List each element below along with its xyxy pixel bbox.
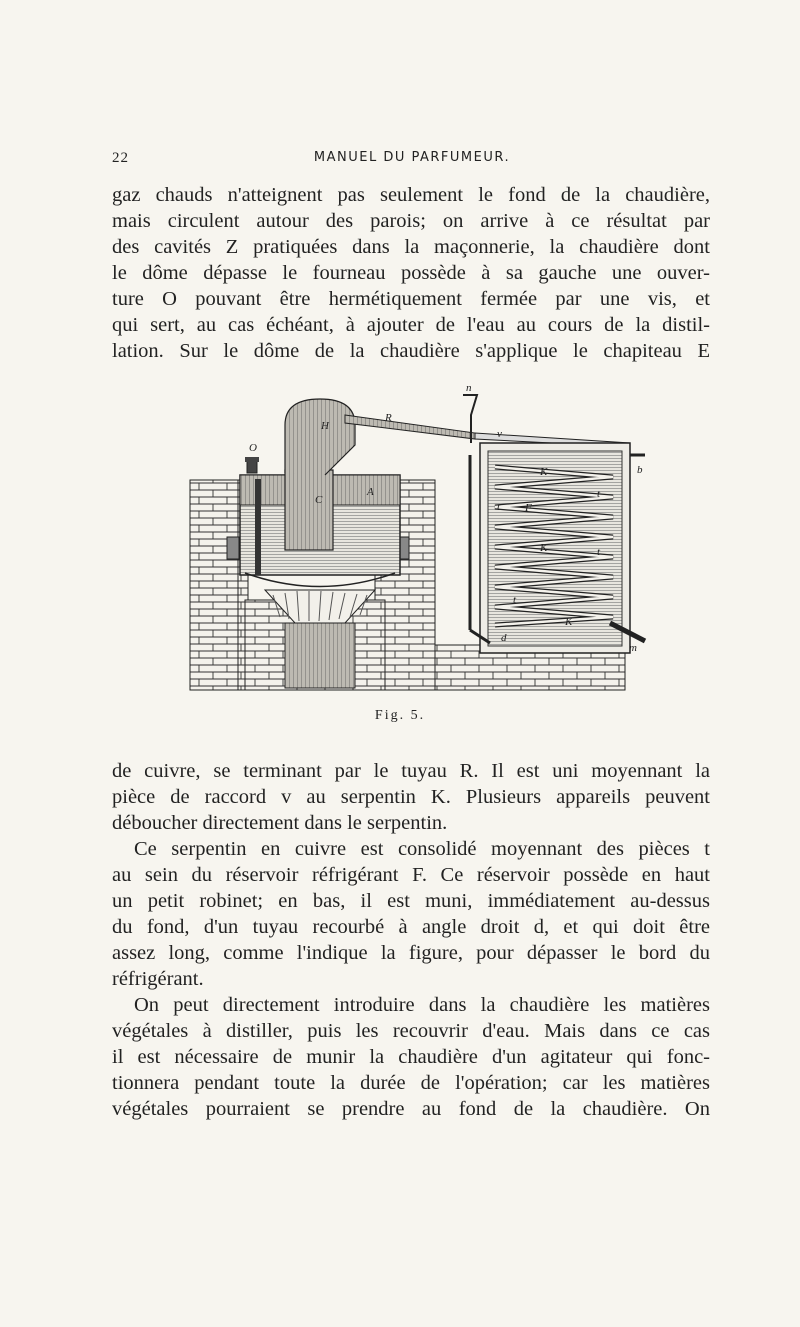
label-t1: t [497, 501, 501, 513]
text-line: ture O pouvant être hermétiquement fermée par une vis, et [112, 288, 710, 310]
label-n: n [466, 385, 472, 394]
page-header [112, 150, 712, 172]
cavity-z-left [227, 537, 239, 559]
label-t2: t [597, 488, 601, 500]
body-text-bottom [112, 758, 710, 1122]
text-line: mais circulent autour des parois; on arrive à ce résultat par [112, 210, 710, 232]
distillation-apparatus-figure [185, 385, 655, 705]
label-r: R [385, 412, 392, 424]
page-number: 22 [112, 150, 129, 166]
text-line: Ce serpentin en cuivre est consolidé moyennant des pièces t [134, 838, 710, 860]
text-line: réfrigérant. [112, 968, 204, 990]
label-h: H [321, 420, 329, 432]
figure-caption: Fig. 5. [374, 708, 426, 723]
valve-o [245, 457, 259, 473]
text-line: lation. Sur le dôme de la chaudière s'applique le chapiteau E [112, 340, 710, 362]
text-line: végétales pourraient se prendre au fond de la chaudière. On [112, 1098, 710, 1120]
text-line: tionnera pendant toute la durée de l'opération; car les matières [112, 1072, 710, 1094]
text-line: On peut directement introduire dans la chaudière les matières [134, 994, 710, 1016]
label-o: O [249, 442, 257, 454]
paragraph [112, 992, 710, 1122]
label-c: C [315, 494, 323, 506]
text-line: il est nécessaire de munir la chaudière d'un agitateur qui fonc- [112, 1046, 710, 1068]
running-title: MANUEL DU PARFUMEUR. [313, 150, 511, 165]
text-line: végétales à distiller, puis les recouvrir d'eau. Mais dans ce cas [112, 1020, 710, 1042]
text-line: de cuivre, se terminant par le tuyau R. Il est uni moyennant la [112, 760, 710, 782]
label-d: d [501, 632, 507, 644]
label-f: F [525, 502, 532, 514]
label-k1: K [540, 466, 548, 478]
text-line: au sein du réservoir réfrigérant F. Ce réservoir possède en haut [112, 864, 710, 886]
paragraph [112, 182, 710, 364]
paragraph [112, 836, 710, 992]
text-line: gaz chauds n'atteignent pas seulement le fond de la chaudière, [112, 184, 710, 206]
text-line: pièce de raccord v au serpentin K. Plusieurs appareils peuvent [112, 786, 710, 808]
text-line: du fond, d'un tuyau recourbé à angle droit d, et qui doit être [112, 916, 710, 938]
body-text-top [112, 182, 710, 364]
text-line: assez long, comme l'indique la figure, pour dépasser le bord du [112, 942, 710, 964]
paragraph [112, 758, 710, 836]
label-k3: K [565, 616, 573, 628]
text-line: déboucher directement dans le serpentin. [112, 812, 448, 834]
label-b: b [637, 464, 643, 476]
label-t4: t [513, 594, 517, 606]
text-line: qui sert, au cas échéant, à ajouter de l'eau au cours de la distil- [112, 314, 710, 336]
text-line: des cavités Z pratiquées dans la maçonnerie, la chaudière dont [112, 236, 710, 258]
text-line: le dôme dépasse le fourneau possède à sa gauche une ouver- [112, 262, 710, 284]
label-k2: K [540, 542, 548, 554]
label-t3: t [597, 546, 601, 558]
label-a: A [367, 486, 374, 498]
text-line: un petit robinet; en bas, il est muni, immédiatement au-dessus [112, 890, 710, 912]
label-v: v [497, 428, 502, 440]
label-m: m [629, 642, 637, 654]
